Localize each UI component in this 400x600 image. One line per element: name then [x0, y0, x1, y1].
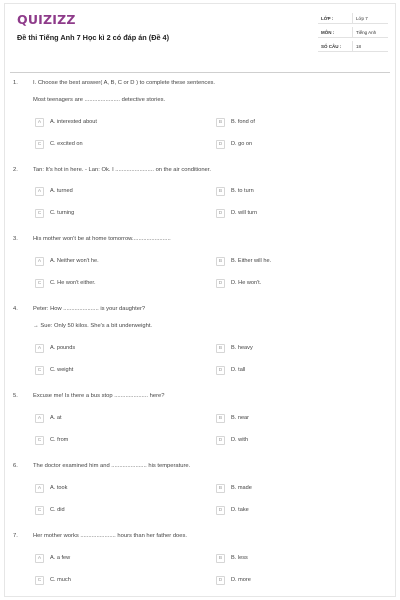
- option-letter-box: C: [35, 279, 44, 288]
- option-text: D. take: [231, 507, 249, 513]
- option-letter-box: A: [35, 554, 44, 563]
- option-text: D. tall: [231, 367, 246, 373]
- quizizz-logo: QUIZIZZ: [17, 12, 76, 27]
- meta-divider: [318, 23, 388, 24]
- question-sentence: Most teenagers are ...................... detective stories.: [33, 97, 166, 103]
- question-number: 4.: [13, 306, 18, 312]
- option-text: A. at: [50, 415, 62, 421]
- question-text: Peter: How ...................... is your daughter?: [33, 306, 146, 312]
- question-number: 1.: [13, 80, 18, 86]
- header-divider: [10, 72, 390, 73]
- option-letter-box: C: [35, 436, 44, 445]
- option-letter-box: C: [35, 209, 44, 218]
- option-text: C. turning: [50, 210, 75, 216]
- option-letter-box: A: [35, 187, 44, 196]
- option-letter-box: D: [216, 140, 225, 149]
- option-letter-box: B: [216, 118, 225, 127]
- option-text: B. less: [231, 555, 248, 561]
- option-letter-box: A: [35, 344, 44, 353]
- option-letter-box: A: [35, 118, 44, 127]
- option-letter-box: C: [35, 366, 44, 375]
- option-text: D. go on: [231, 141, 253, 147]
- option-text: A. interested about: [50, 119, 97, 125]
- option-text: C. from: [50, 437, 69, 443]
- option-text: B. Either will he.: [231, 258, 272, 264]
- meta-subject-label: MÔN :: [321, 30, 335, 35]
- question-text: I. Choose the best answer( A, B, C or D ) to complete these sentences.: [33, 80, 216, 86]
- option-text: C. did: [50, 507, 65, 513]
- meta-class-value: Lớp 7: [356, 16, 368, 21]
- option-letter-box: B: [216, 554, 225, 563]
- meta-divider: [318, 51, 388, 52]
- option-letter-box: A: [35, 257, 44, 266]
- option-text: C. weight: [50, 367, 74, 373]
- question-number: 3.: [13, 236, 18, 242]
- question-number: 5.: [13, 393, 18, 399]
- question-text: Her mother works ...................... hours than her father does.: [33, 533, 188, 539]
- option-letter-box: B: [216, 187, 225, 196]
- option-letter-box: D: [216, 209, 225, 218]
- question-text: Tan: It's hot in here. - Lan: Ok. I ........................ on the air conditioner.: [33, 167, 211, 173]
- meta-subject-value: Tiếng Anh: [356, 30, 377, 35]
- option-text: B. to turn: [231, 188, 254, 194]
- question-text: His mother won't be at home tomorrow........................: [33, 236, 171, 242]
- question-number: 2.: [13, 167, 18, 173]
- meta-divider: [318, 37, 388, 38]
- option-text: A. turned: [50, 188, 73, 194]
- option-letter-box: B: [216, 484, 225, 493]
- meta-count-value: 18: [356, 44, 362, 49]
- option-letter-box: A: [35, 484, 44, 493]
- option-letter-box: D: [216, 506, 225, 515]
- meta-class-label: LỚP :: [321, 16, 334, 21]
- option-text: A. a few: [50, 555, 71, 561]
- option-letter-box: B: [216, 257, 225, 266]
- option-letter-box: D: [216, 436, 225, 445]
- meta-class-row: [318, 13, 388, 24]
- option-text: A. took: [50, 485, 68, 491]
- page-title: Đề thi Tiếng Anh 7 Học kì 2 có đáp án (Đề 4): [17, 33, 170, 42]
- option-letter-box: C: [35, 140, 44, 149]
- option-text: B. heavy: [231, 345, 253, 351]
- option-text: D. with: [231, 437, 249, 443]
- option-letter-box: D: [216, 279, 225, 288]
- option-text: B. fond of: [231, 119, 255, 125]
- question-text: The doctor examined him and ...................... his temperature.: [33, 463, 191, 469]
- meta-subject-row: [318, 27, 388, 38]
- option-text: D. He won't.: [231, 280, 262, 286]
- option-letter-box: C: [35, 576, 44, 585]
- option-letter-box: D: [216, 366, 225, 375]
- option-text: B. made: [231, 485, 252, 491]
- option-letter-box: B: [216, 414, 225, 423]
- option-text: D. more: [231, 577, 251, 583]
- question-number: 6.: [13, 463, 18, 469]
- option-letter-box: C: [35, 506, 44, 515]
- meta-count-label: SỐ CÂU :: [321, 44, 342, 49]
- option-text: C. excited on: [50, 141, 83, 147]
- option-text: C. He won't either.: [50, 280, 96, 286]
- question-number: 7.: [13, 533, 18, 539]
- question-text: Excuse me! Is there a bus stop ..................... here?: [33, 393, 165, 399]
- question-sentence: → Sue: Only 50 kilos. She's a bit underweight.: [33, 323, 153, 329]
- option-text: C. much: [50, 577, 71, 583]
- option-letter-box: B: [216, 344, 225, 353]
- meta-count-row: [318, 41, 388, 52]
- option-letter-box: A: [35, 414, 44, 423]
- option-text: A. pounds: [50, 345, 76, 351]
- option-text: A. Neither won't he.: [50, 258, 99, 264]
- option-text: B. near: [231, 415, 250, 421]
- option-letter-box: D: [216, 576, 225, 585]
- option-text: D. will turn: [231, 210, 258, 216]
